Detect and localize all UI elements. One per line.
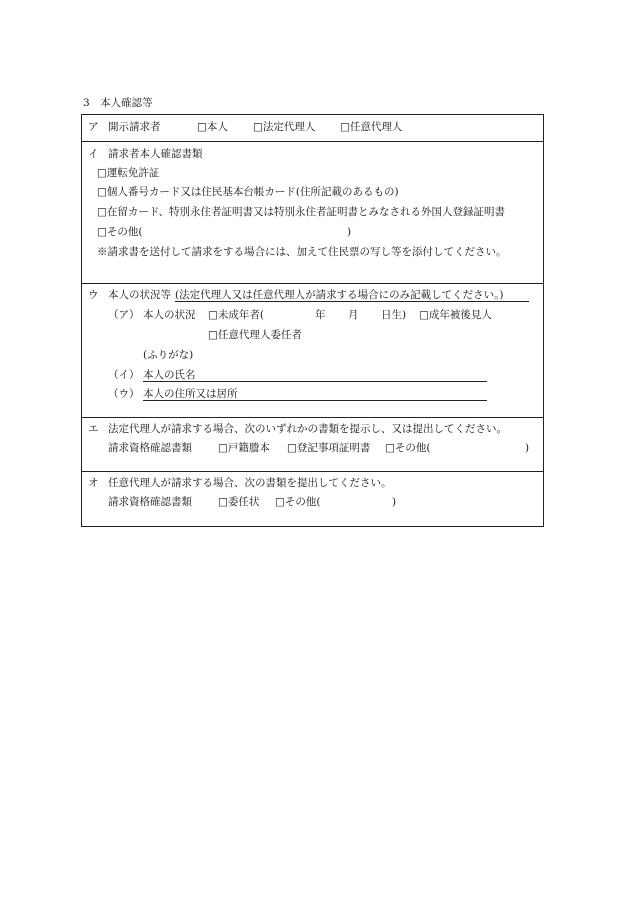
checkbox-self[interactable]: □本人 bbox=[197, 121, 228, 133]
voluntary-other-close: ) bbox=[392, 496, 397, 508]
checkbox-my-number-card[interactable]: □個人番号カード又は住民基本台帳カード(住所記載のあるもの) bbox=[97, 186, 399, 198]
divider bbox=[81, 283, 544, 284]
divider bbox=[81, 471, 544, 472]
section-e-marker: オ bbox=[88, 477, 99, 489]
checkbox-drivers-license[interactable]: □運転免許証 bbox=[97, 167, 160, 179]
checkbox-voluntary-agent[interactable]: □任意代理人 bbox=[340, 121, 403, 133]
section-a-marker: ア bbox=[88, 121, 99, 133]
checkbox-registry-certificate[interactable]: □登記事項証明書 bbox=[287, 442, 371, 454]
furigana-label: (ふりがな) bbox=[143, 349, 194, 361]
checkbox-voluntary-other[interactable]: □その他( bbox=[275, 496, 321, 508]
id-documents-label: 請求者本人確認書類 bbox=[108, 148, 203, 160]
birth-year-label: 年 bbox=[315, 309, 326, 321]
divider bbox=[81, 417, 544, 418]
principal-status-label: 本人の状況等 bbox=[108, 289, 171, 301]
birth-day-label: 日生) bbox=[381, 309, 407, 321]
principal-address-label[interactable]: 本人の住所又は居所 bbox=[143, 388, 238, 400]
checkbox-residence-card[interactable]: □在留カード、特別永住者証明書又は特別永住者証明書とみなされる外国人登録証明書 bbox=[97, 206, 505, 218]
checkbox-minor[interactable]: □未成年者( bbox=[208, 309, 265, 321]
section-c-marker: ウ bbox=[88, 289, 99, 301]
requester-label: 開示請求者 bbox=[108, 121, 161, 133]
birth-month-label: 月 bbox=[348, 309, 359, 321]
name-marker: （イ） bbox=[108, 369, 140, 381]
checkbox-family-register[interactable]: □戸籍謄本 bbox=[218, 442, 270, 454]
name-field-line[interactable] bbox=[143, 381, 487, 382]
note-underline bbox=[175, 301, 529, 302]
address-marker: （ウ） bbox=[108, 388, 140, 400]
address-field-line[interactable] bbox=[143, 400, 487, 401]
mailing-note: ※請求書を送付して請求をする場合には、加えて住民票の写し等を添付してください。 bbox=[97, 246, 507, 258]
divider bbox=[81, 141, 544, 142]
section-b-marker: イ bbox=[88, 148, 99, 160]
checkbox-voluntary-delegator[interactable]: □任意代理人委任者 bbox=[208, 329, 302, 341]
voluntary-agent-instruction: 任意代理人が請求する場合、次の書類を提出してください。 bbox=[108, 477, 392, 489]
checkbox-other-document[interactable]: □その他( bbox=[97, 226, 143, 238]
section-d-marker: エ bbox=[88, 423, 99, 435]
status-marker: （ア） bbox=[108, 309, 140, 321]
other-document-close: ) bbox=[347, 226, 352, 238]
principal-status-note: (法定代理人又は任意代理人が請求する場合にのみ記載してください。) bbox=[175, 289, 504, 301]
voluntary-agent-doc-label: 請求資格確認書類 bbox=[108, 496, 192, 508]
legal-agent-instruction: 法定代理人が請求する場合、次のいずれかの書類を提示し、又は提出してください。 bbox=[108, 423, 507, 435]
legal-agent-doc-label: 請求資格確認書類 bbox=[108, 442, 192, 454]
checkbox-power-of-attorney[interactable]: □委任状 bbox=[218, 496, 260, 508]
legal-other-close: ) bbox=[525, 442, 530, 454]
checkbox-legal-agent[interactable]: □法定代理人 bbox=[253, 121, 316, 133]
section-heading: 3 本人確認等 bbox=[83, 97, 153, 109]
checkbox-legal-other[interactable]: □その他( bbox=[385, 442, 431, 454]
checkbox-adult-ward[interactable]: □成年被後見人 bbox=[419, 309, 492, 321]
status-label: 本人の状況 bbox=[143, 309, 196, 321]
principal-name-label[interactable]: 本人の氏名 bbox=[143, 369, 196, 381]
